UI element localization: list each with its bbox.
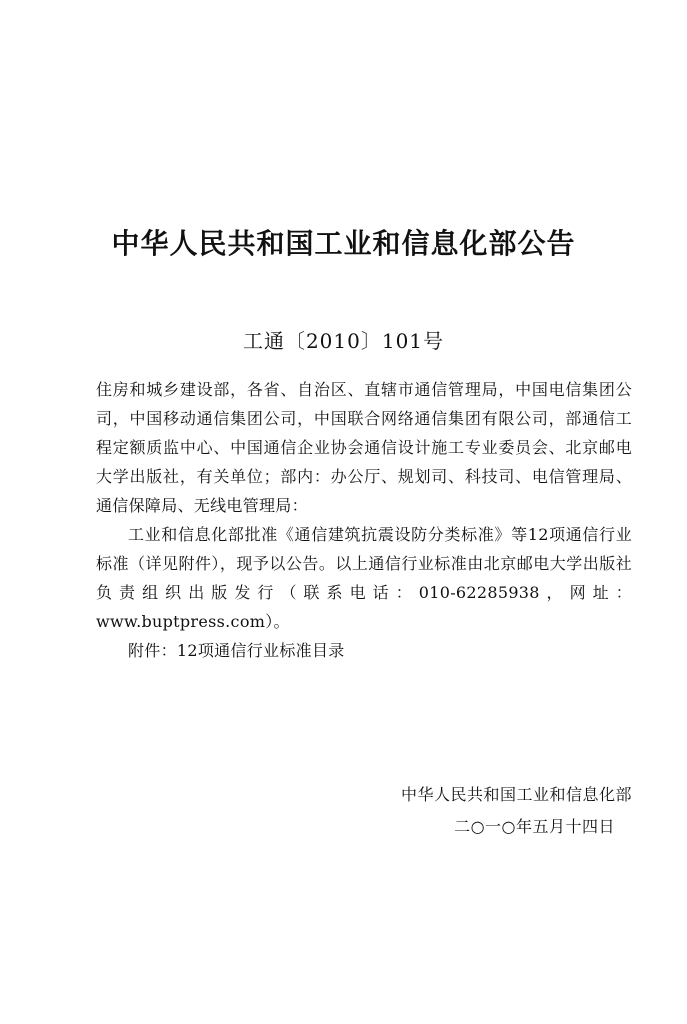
attachment-line: 附件：12项通信行业标准目录 (128, 641, 345, 660)
notice-paragraph: 工业和信息化部批准《通信建筑抗震设防分类标准》等12项通信行业标准（详见附件），现予以公告。以上通信行业标准由北京邮电大学出版社负责组织出版发行（联系电话：010-62285938，网址：www.buptpress.com）。 (96, 525, 632, 631)
announcement-title: 中华人民共和国工业和信息化部公告 (111, 227, 576, 260)
issue-date: 二○一○年五月十四日 (454, 817, 615, 836)
issuer-signature: 中华人民共和国工业和信息化部 (400, 785, 632, 804)
addressees-paragraph: 住房和城乡建设部，各省、自治区、直辖市通信管理局，中国电信集团公司，中国移动通信集团公司，中国联合网络通信集团有限公司，部通信工程定额质监中心、中国通信企业协会通信设计施工专业委员会、北京邮电大学出版社，有关单位；部内：办公厅、规划司、科技司、电信管理局、通信保障局、无线电管理局： (96, 380, 632, 515)
document-number: 工通〔2010〕101号 (242, 329, 445, 353)
